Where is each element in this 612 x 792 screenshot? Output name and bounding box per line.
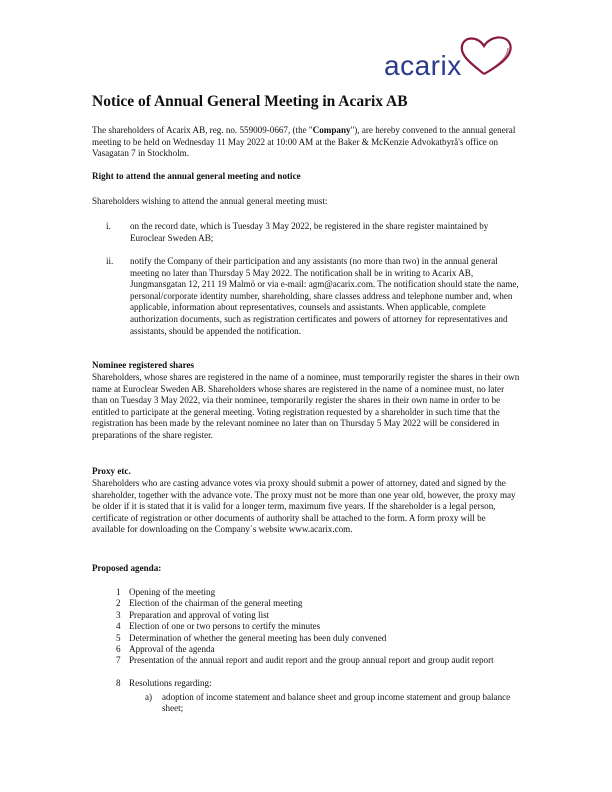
agenda-item-text: Determination of whether the general meeting has been duly convened <box>129 632 387 643</box>
nominee-paragraph: Shareholders, whose shares are registered in the name of a nominee, must temporarily register the shares in their own name at Euroclear Sweden AB. Shareholders whose shares are registered in the name of a nominee must, no later than on Tuesday 3 May 2022, via their nominee, temporarily register the shares in their own name in order to be entitled to participate at the general meeting. Voting registration requested by a shareholder in such time that the registration has been made by the relevant nominee no later than on Thursday 5 May 2022 will be considered in preparations of the share register. <box>92 372 520 440</box>
agenda-item-number: 8 <box>116 678 121 689</box>
proxy-paragraph: Shareholders who are casting advance votes via proxy should submit a power of attorney, dated and signed by the shareholder, together with the advance vote. The proxy must not be more than one year old, however, the proxy may be older if it is stated that it is valid for a longer term, maximum five years. If the shareholder is a legal person, certificate of registration or other documents of authority shall be attached to the form. A form proxy will be available for downloading on the Company´s website www.acarix.com. <box>92 478 516 535</box>
agenda-item <box>92 633 522 644</box>
agenda-item-text: Election of the chairman of the general meeting <box>129 598 303 609</box>
agenda-subitem-number: a) <box>145 692 153 702</box>
company-logo <box>384 34 520 90</box>
intro-text-start: The shareholders of Acarix AB, reg. no. 559009-0667, (the " <box>92 125 313 135</box>
intro-text-end: "), are hereby convened to the annual general meeting to be held on Wednesday 11 May 2022 at 10:00 AM at the Baker & McKenzie Advokatbyrå's office on Vasagatan 7 in Stockholm. <box>92 125 516 159</box>
agenda-item-number: 3 <box>116 609 121 620</box>
agenda-heading: Proposed agenda: <box>92 563 162 573</box>
agenda-item <box>92 610 522 621</box>
agenda-item <box>92 587 522 598</box>
agenda-subitem-text: adoption of income statement and balance sheet and group income statement and group balance sheet; <box>162 692 511 714</box>
agenda-item-text: Preparation and approval of voting list <box>129 609 270 620</box>
right-to-attend-lead: Shareholders wishing to attend the annual general meeting must: <box>92 196 328 206</box>
agenda-item-number: 4 <box>116 621 121 632</box>
list-item-number: i. <box>106 221 111 231</box>
agenda-item-number: 6 <box>116 643 121 654</box>
nominee-heading: Nominee registered shares <box>92 360 195 370</box>
list-item-text: on the record date, which is Tuesday 3 May 2022, be registered in the share register maintained by Euroclear Sweden AB; <box>130 221 489 243</box>
list-item-text: notify the Company of their participation and any assistants (no more than two) in the annual general meeting no later than Thursday 5 May 2022. The notification shall be in writing to Acarix AB, Jungmansgatan 12, 211 19 Malmö or via e-mail: agm@acarix.com. The notification should state the name, personal/corporate identity number, shareholding, share classes address and telephone number and, when applicable, information about representatives, counsels and assistants. When applicable, complete authorization documents, such as registration certificates and powers of attorney for representatives and assistants, should be appended the notification. <box>130 256 519 336</box>
agenda-item-text: Election of one or two persons to certify the minutes <box>129 621 321 632</box>
logo-wordmark: acarix <box>384 50 462 81</box>
agenda-item-number: 7 <box>116 655 121 666</box>
agenda-item-number: 2 <box>116 598 121 609</box>
page-title: Notice of Annual General Meeting in Acarix AB <box>92 93 408 110</box>
agenda-item <box>92 678 522 689</box>
heart-logo-icon <box>454 34 518 78</box>
agenda-item <box>92 655 522 678</box>
agenda-item-text: Approval of the agenda <box>129 643 215 654</box>
agenda-item-text: Resolutions regarding: <box>129 678 212 689</box>
agenda-item-number: 5 <box>116 632 121 643</box>
proxy-heading: Proxy etc. <box>92 466 131 476</box>
agenda-item-text: Presentation of the annual report and audit report and the group annual report and group audit report <box>129 655 494 666</box>
intro-company-term: Company <box>312 125 351 135</box>
intro-paragraph <box>92 125 520 160</box>
agenda-item-text: Opening of the meeting <box>129 587 216 597</box>
agenda-item-number: 1 <box>116 587 121 597</box>
list-item-number: ii. <box>106 256 114 266</box>
agenda-item <box>92 644 522 655</box>
agenda-item <box>92 598 522 609</box>
agenda-item <box>92 621 522 632</box>
right-to-attend-heading: Right to attend the annual general meeting and notice <box>92 171 301 181</box>
agenda-list <box>92 587 522 690</box>
